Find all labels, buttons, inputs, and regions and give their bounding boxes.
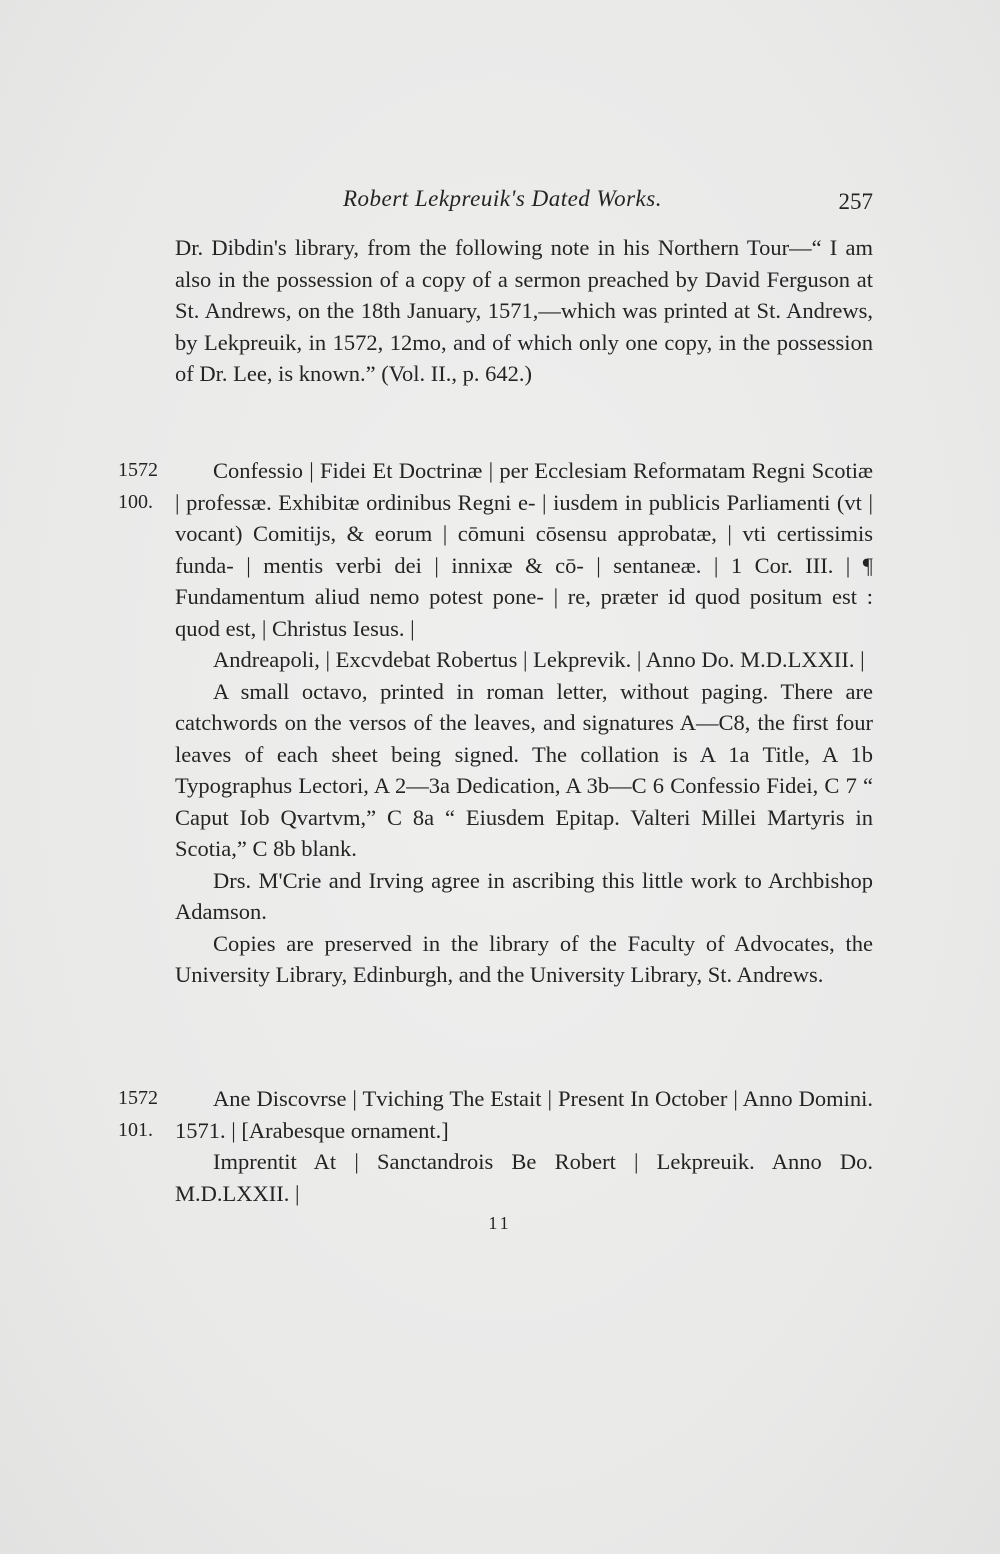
continuation-block bbox=[175, 232, 873, 390]
entry-101-margin bbox=[118, 1083, 174, 1146]
running-head bbox=[175, 186, 875, 218]
page-number: 257 bbox=[838, 189, 873, 214]
signature-mark: 11 bbox=[488, 1213, 512, 1233]
entry-100-title: Confessio | Fidei Et Doctrinæ | per Ecclesiam Reformatam Regni Scotiæ | professæ. Exhibitæ ordinibus Regni e- | iusdem in publicis Parliamenti (vt | vocant) Comitijs, & eorum | cōmuni cōsensu approbatæ, | vti certissimis funda- | mentis verbi dei | innixæ & cō- | sentaneæ. | 1 Cor. III. | ¶ Fundamentum aliud nemo potest pone- | re, præter id quod positum est : quod est, | Christus Iesus. | bbox=[175, 458, 873, 641]
entry-100-number: 100. bbox=[118, 490, 153, 513]
entry-100-margin bbox=[118, 455, 174, 518]
entry-101-year: 1572 bbox=[118, 1087, 158, 1109]
entry-100-attribution: Drs. M'Crie and Irving agree in ascribing this little work to Archbishop Adamson. bbox=[175, 867, 873, 924]
entry-101-number: 101. bbox=[118, 1118, 153, 1141]
running-title: Robert Lekpreuik's Dated Works. bbox=[343, 186, 662, 211]
entry-101 bbox=[175, 1083, 873, 1209]
entry-100-description: A small octavo, printed in roman letter, without paging. There are catchwords on the versos of the leaves, and signatures A—C8, the first four leaves of each sheet being signed. The collation is A 1a Title, A 1b Typographus Lectori, A 2—3a Dedication, A 3b—C 6 Confessio Fidei, C 7 “ Caput Iob Qvartvm,” C 8a “ Eiusdem Epitap. Valteri Millei Martyris in Scotia,” C 8b blank. bbox=[175, 678, 873, 861]
entry-100-year: 1572 bbox=[118, 459, 158, 481]
entry-101-imprint: Imprentit At | Sanctandrois Be Robert | Lekpreuik. Anno Do. M.D.LXXII. | bbox=[175, 1149, 873, 1206]
entry-100-copies: Copies are preserved in the library of the Faculty of Advocates, the University Library, Edinburgh, and the University Library, St. Andrews. bbox=[175, 930, 873, 987]
entry-100 bbox=[175, 455, 873, 991]
entry-100-imprint: Andreapoli, | Excvdebat Robertus | Lekprevik. | Anno Do. M.D.LXXII. | bbox=[213, 647, 865, 672]
continuation-paragraph: Dr. Dibdin's library, from the following note in his Northern Tour—“ I am also in the possession of a copy of a sermon preached by David Ferguson at St. Andrews, on the 18th January, 1571,—which was printed at St. Andrews, by Lekpreuik, in 1572, 12mo, and of which only one copy, in the possession of Dr. Lee, is known.” (Vol. II., p. 642.) bbox=[175, 235, 873, 386]
entry-101-title: Ane Discovrse | Tviching The Estait | Present In October | Anno Domini. 1571. | [Arabesque ornament.] bbox=[175, 1086, 873, 1143]
